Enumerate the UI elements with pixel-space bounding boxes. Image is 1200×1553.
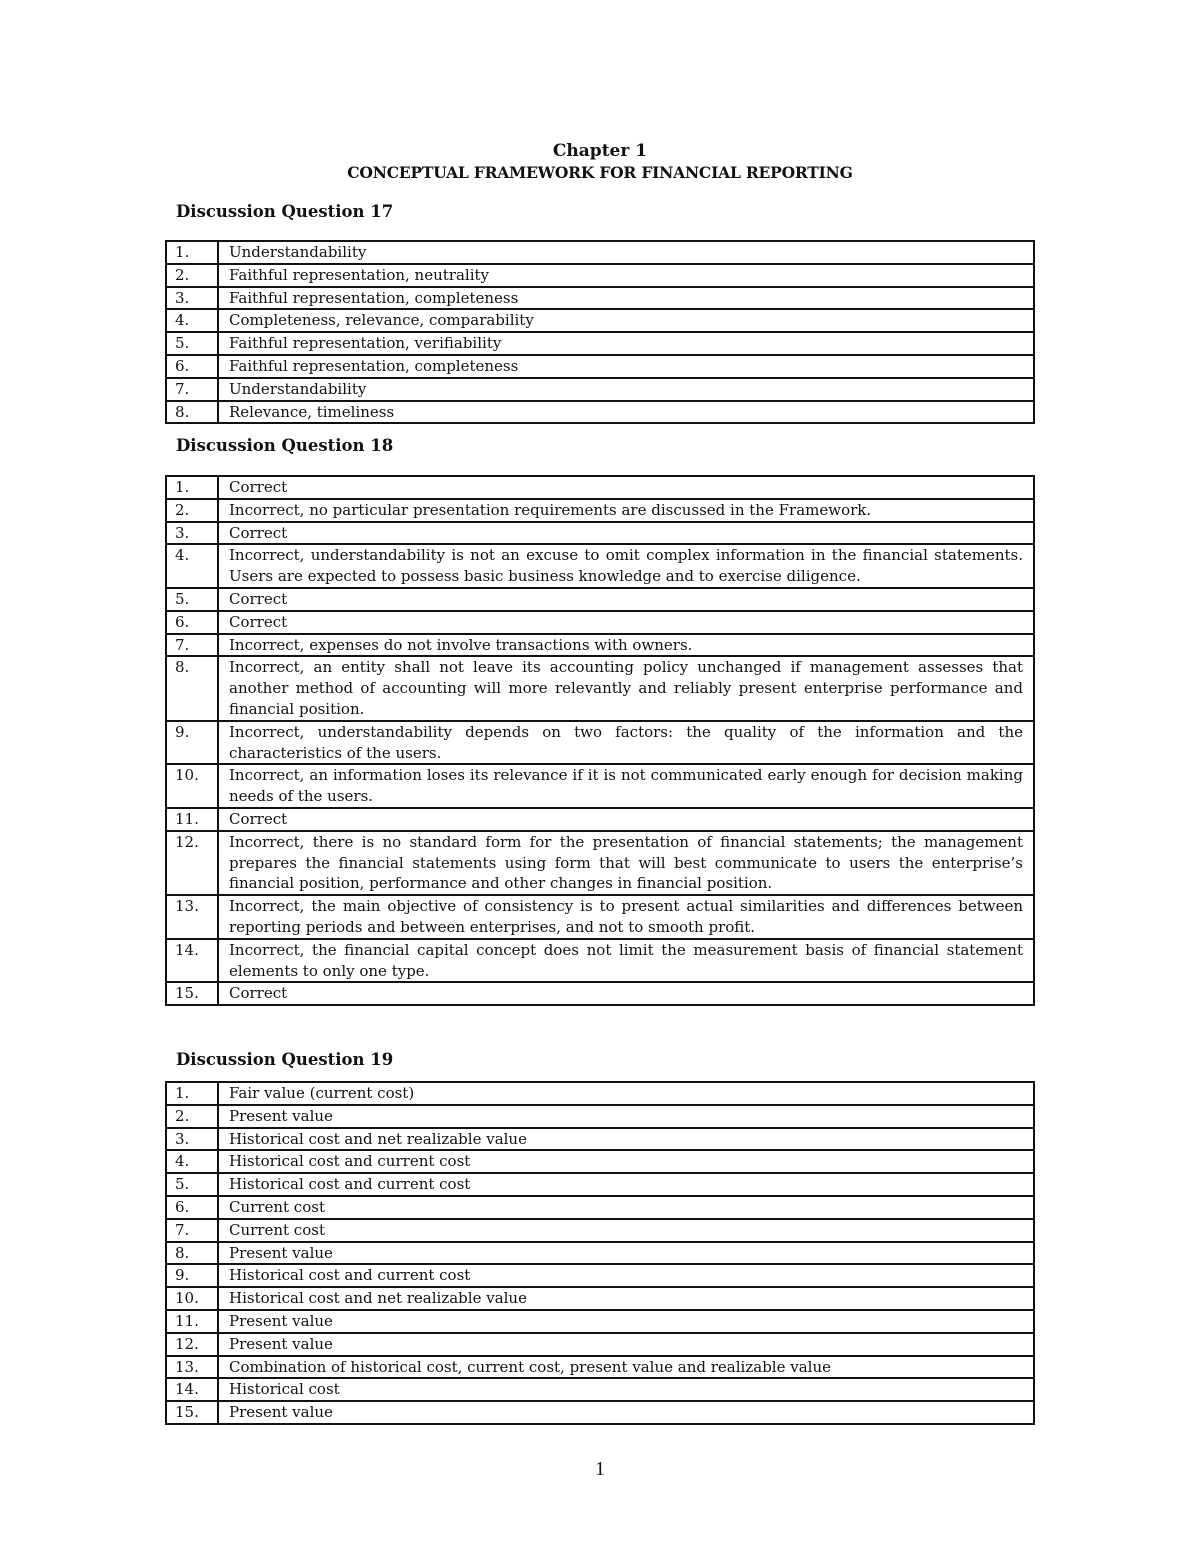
table-row	[166, 611, 1034, 634]
item-number: 13.	[166, 895, 218, 939]
item-number: 10.	[166, 1287, 218, 1310]
table-row	[166, 522, 1034, 545]
item-answer: Incorrect, no particular presentation requirements are discussed in the Framework.	[218, 499, 1034, 522]
item-answer: Incorrect, an information loses its relevance if it is not communicated early enough for decision making needs of the users.	[218, 764, 1034, 808]
item-answer: Historical cost and current cost	[218, 1150, 1034, 1173]
item-answer: Incorrect, an entity shall not leave its accounting policy unchanged if management assesses that another method of accounting will more relevantly and reliably present enterprise performance and financial position.	[218, 656, 1034, 720]
item-answer: Correct	[218, 476, 1034, 499]
table-row	[166, 1082, 1034, 1105]
item-number: 1.	[166, 1082, 218, 1105]
item-number: 6.	[166, 1196, 218, 1219]
item-answer: Historical cost	[218, 1378, 1034, 1401]
table-row	[166, 499, 1034, 522]
chapter-label: Chapter 1	[552, 141, 648, 161]
table-row	[166, 378, 1034, 401]
item-answer: Correct	[218, 522, 1034, 545]
item-number: 3.	[166, 522, 218, 545]
table-row	[166, 1401, 1034, 1424]
table-row	[166, 1287, 1034, 1310]
item-number: 5.	[166, 1173, 218, 1196]
q19-table	[165, 1081, 1035, 1425]
item-number: 7.	[166, 378, 218, 401]
table-row	[166, 721, 1034, 765]
table-row	[166, 1310, 1034, 1333]
item-number: 6.	[166, 611, 218, 634]
item-answer: Historical cost and current cost	[218, 1264, 1034, 1287]
table-row	[166, 634, 1034, 657]
q17-heading: Discussion Question 17	[176, 202, 394, 221]
item-answer: Faithful representation, completeness	[218, 355, 1034, 378]
item-number: 5.	[166, 332, 218, 355]
item-answer: Relevance, timeliness	[218, 401, 1034, 424]
item-number: 3.	[166, 1128, 218, 1151]
table-row	[166, 241, 1034, 264]
table-row	[166, 355, 1034, 378]
item-number: 9.	[166, 721, 218, 765]
item-answer: Present value	[218, 1310, 1034, 1333]
q17-table	[165, 240, 1035, 424]
item-number: 3.	[166, 287, 218, 310]
item-number: 5.	[166, 588, 218, 611]
item-number: 14.	[166, 1378, 218, 1401]
item-answer: Present value	[218, 1105, 1034, 1128]
item-number: 14.	[166, 939, 218, 983]
item-answer: Incorrect, there is no standard form for the presentation of financial statements; the management prepares the financial statements using form that will best communicate to users the enterprise’s financial position, performance and other changes in financial position.	[218, 831, 1034, 895]
item-answer: Correct	[218, 588, 1034, 611]
chapter-title: CONCEPTUAL FRAMEWORK FOR FINANCIAL REPORTING	[347, 163, 853, 182]
item-answer: Fair value (current cost)	[218, 1082, 1034, 1105]
item-number: 4.	[166, 309, 218, 332]
table-row	[166, 287, 1034, 310]
table-row	[166, 1264, 1034, 1287]
table-row	[166, 1242, 1034, 1265]
table-row	[166, 1378, 1034, 1401]
table-row	[166, 982, 1034, 1005]
table-row	[166, 808, 1034, 831]
item-number: 4.	[166, 544, 218, 588]
table-row	[166, 1219, 1034, 1242]
item-number: 13.	[166, 1356, 218, 1379]
table-row	[166, 309, 1034, 332]
item-number: 8.	[166, 401, 218, 424]
item-number: 2.	[166, 499, 218, 522]
item-answer: Combination of historical cost, current cost, present value and realizable value	[218, 1356, 1034, 1379]
item-number: 6.	[166, 355, 218, 378]
item-number: 11.	[166, 1310, 218, 1333]
item-number: 4.	[166, 1150, 218, 1173]
table-row	[166, 1196, 1034, 1219]
item-number: 15.	[166, 1401, 218, 1424]
table-row	[166, 1128, 1034, 1151]
item-number: 2.	[166, 1105, 218, 1128]
table-row	[166, 895, 1034, 939]
table-row	[166, 831, 1034, 895]
item-answer: Faithful representation, completeness	[218, 287, 1034, 310]
item-answer: Faithful representation, verifiability	[218, 332, 1034, 355]
item-answer: Present value	[218, 1333, 1034, 1356]
q18-heading: Discussion Question 18	[176, 436, 394, 455]
item-answer: Present value	[218, 1242, 1034, 1265]
table-row	[166, 544, 1034, 588]
table-row	[166, 1173, 1034, 1196]
item-answer: Incorrect, the main objective of consistency is to present actual similarities and differences between reporting periods and between enterprises, and not to smooth profit.	[218, 895, 1034, 939]
table-row	[166, 1333, 1034, 1356]
table-row	[166, 1356, 1034, 1379]
item-number: 1.	[166, 241, 218, 264]
item-number: 8.	[166, 1242, 218, 1265]
item-answer: Completeness, relevance, comparability	[218, 309, 1034, 332]
item-answer: Current cost	[218, 1219, 1034, 1242]
table-row	[166, 332, 1034, 355]
item-number: 11.	[166, 808, 218, 831]
item-number: 1.	[166, 476, 218, 499]
table-row	[166, 588, 1034, 611]
q18-table	[165, 475, 1035, 1006]
item-answer: Present value	[218, 1401, 1034, 1424]
item-number: 12.	[166, 1333, 218, 1356]
table-row	[166, 264, 1034, 287]
item-answer: Correct	[218, 982, 1034, 1005]
item-number: 2.	[166, 264, 218, 287]
item-answer: Understandability	[218, 378, 1034, 401]
item-answer: Incorrect, the financial capital concept does not limit the measurement basis of financial statement elements to only one type.	[218, 939, 1034, 983]
item-number: 10.	[166, 764, 218, 808]
table-row	[166, 1105, 1034, 1128]
item-number: 7.	[166, 634, 218, 657]
table-row	[166, 476, 1034, 499]
table-row	[166, 939, 1034, 983]
item-answer: Historical cost and net realizable value	[218, 1287, 1034, 1310]
item-answer: Faithful representation, neutrality	[218, 264, 1034, 287]
item-answer: Incorrect, understandability depends on two factors: the quality of the information and the characteristics of the users.	[218, 721, 1034, 765]
item-answer: Understandability	[218, 241, 1034, 264]
item-number: 7.	[166, 1219, 218, 1242]
item-answer: Incorrect, understandability is not an excuse to omit complex information in the financial statements. Users are expected to possess basic business knowledge and to exercise diligence.	[218, 544, 1034, 588]
table-row	[166, 656, 1034, 720]
table-row	[166, 1150, 1034, 1173]
item-number: 8.	[166, 656, 218, 720]
item-number: 15.	[166, 982, 218, 1005]
item-answer: Historical cost and net realizable value	[218, 1128, 1034, 1151]
item-number: 12.	[166, 831, 218, 895]
q19-heading: Discussion Question 19	[176, 1050, 394, 1069]
table-row	[166, 764, 1034, 808]
item-number: 9.	[166, 1264, 218, 1287]
item-answer: Historical cost and current cost	[218, 1173, 1034, 1196]
item-answer: Correct	[218, 611, 1034, 634]
item-answer: Correct	[218, 808, 1034, 831]
table-row	[166, 401, 1034, 424]
page-number: 1	[595, 1458, 605, 1480]
item-answer: Current cost	[218, 1196, 1034, 1219]
item-answer: Incorrect, expenses do not involve transactions with owners.	[218, 634, 1034, 657]
